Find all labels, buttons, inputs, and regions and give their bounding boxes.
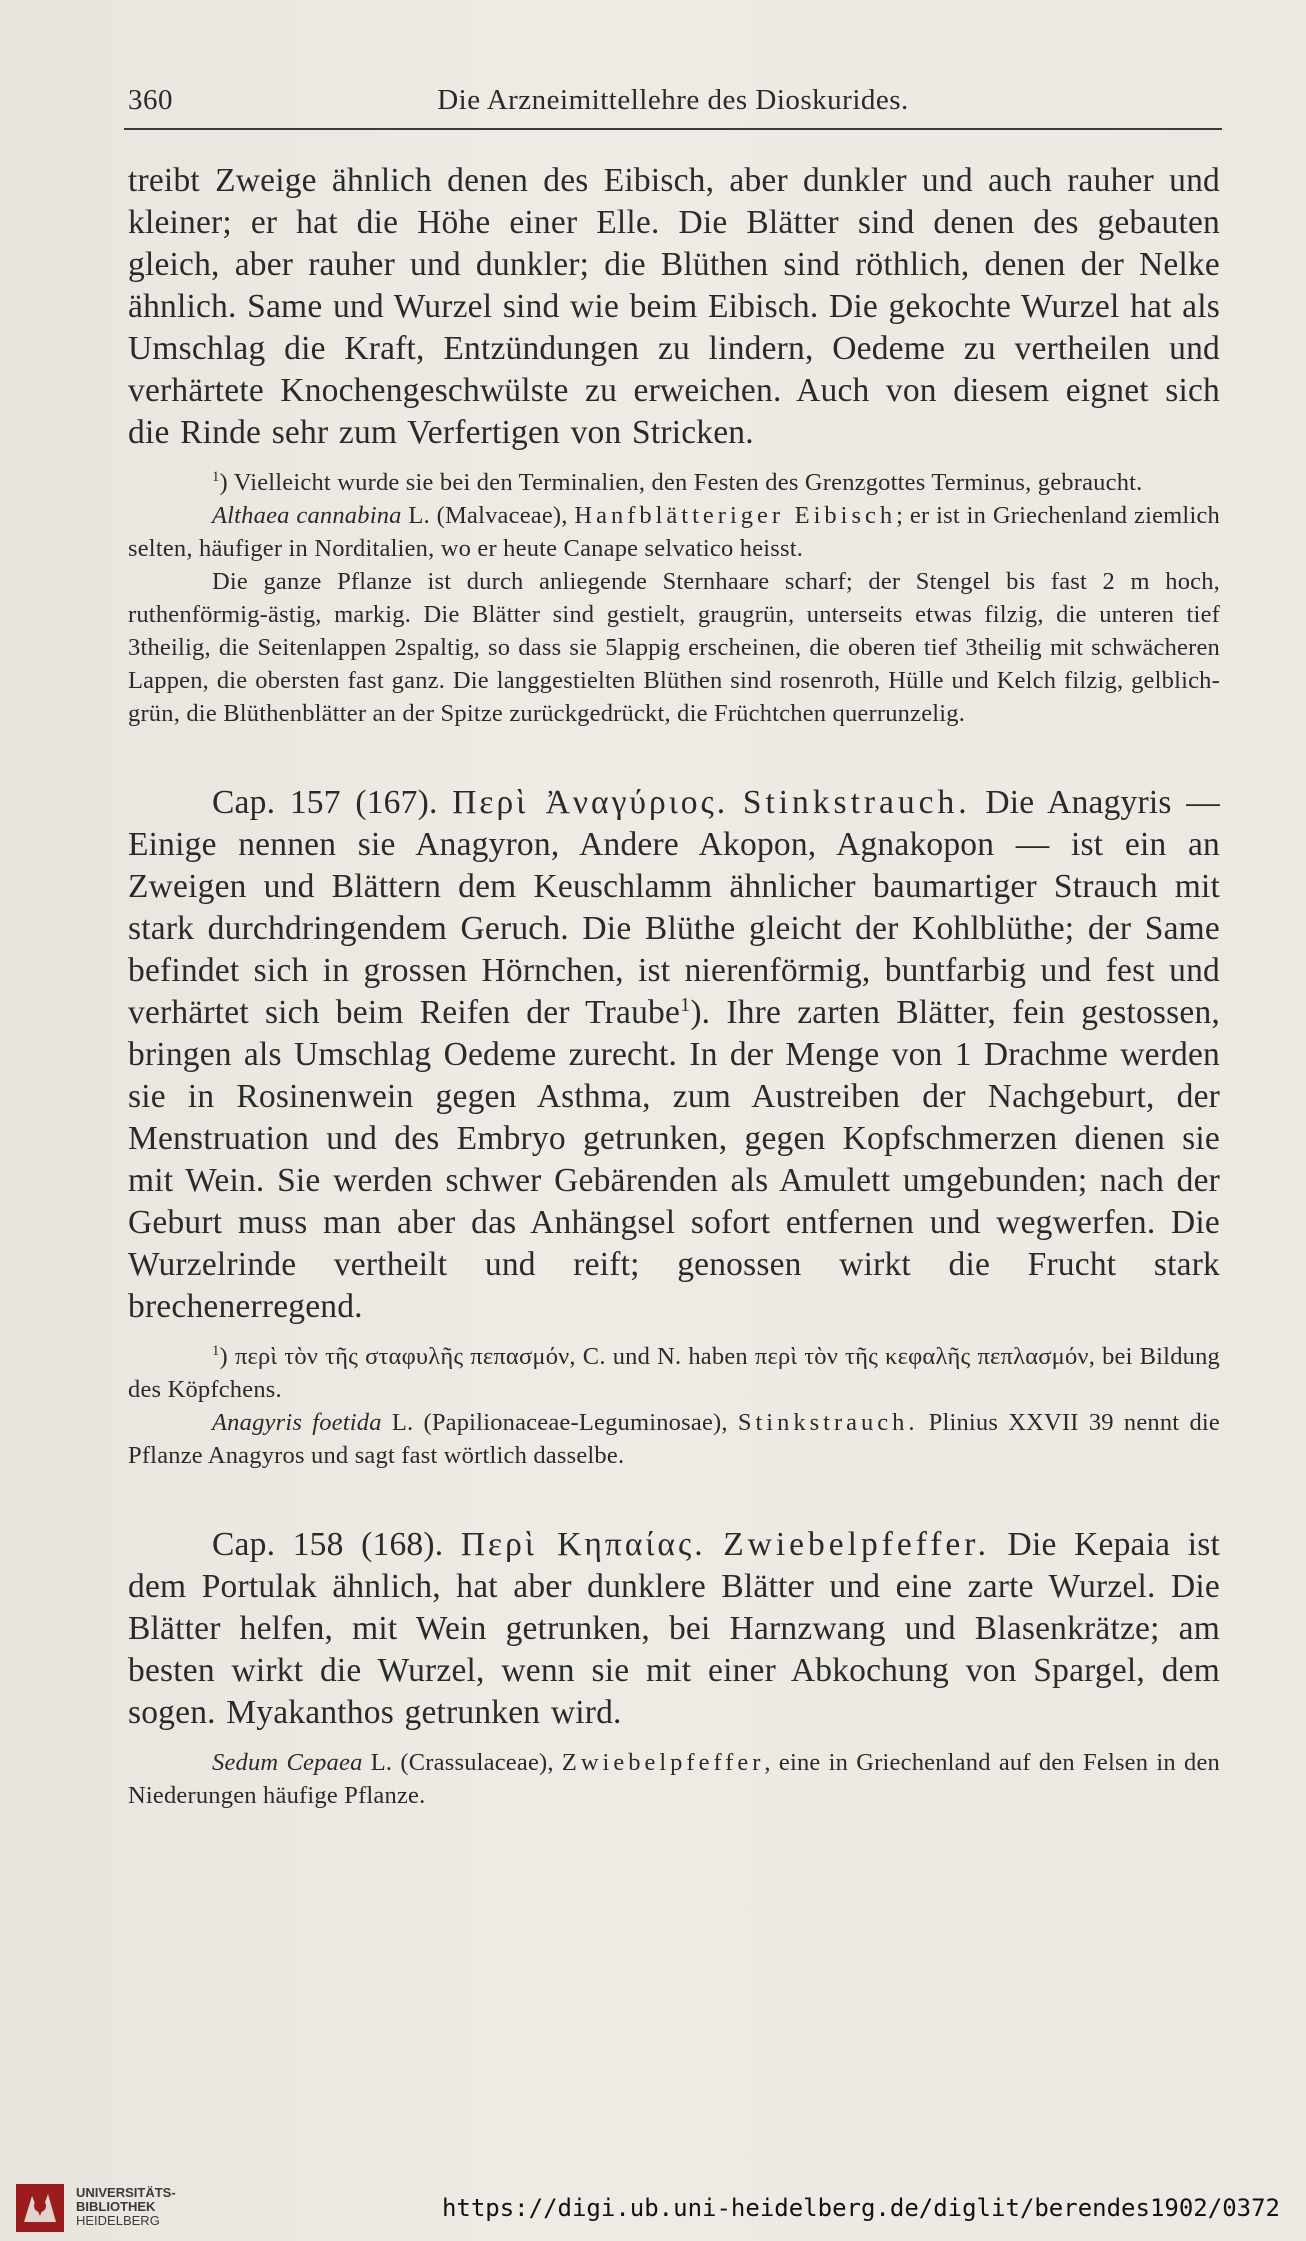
footnote-mark: 1 bbox=[212, 1342, 220, 1359]
common-name: Zwiebelpfeffer bbox=[561, 1749, 765, 1776]
running-title: Die Arzneimittellehre des Dioskurides. bbox=[437, 84, 909, 116]
footnote-157 bbox=[128, 1340, 1220, 1406]
commentary-anagyris: Anagyris foetida L. (Papilionaceae-Leguminosae), Stinkstrauch. Plinius XXVII 39 nennt die Pflanze Anagyros und sagt fast wörtlich dasselbe. bbox=[128, 1409, 1220, 1469]
common-name: Hanfblätteriger Eibisch bbox=[574, 502, 897, 529]
chapter-label: Cap. 157 (167). bbox=[212, 784, 453, 821]
chapter-158: Cap. 158 (168). Περὶ Κηπαίας. Zwiebelpfeffer. Die Kepaia ist dem Portulak ähnlich, hat aber dunklere Blätter und eine zarte Wurzel. Die Blätter helfen, mit Wein getrunken, bei Harnzwang und Blasenkrätze; am besten wirkt die Wurzel, wenn sie mit einer Abkochung von Spargel, dem sogen. Myakanthos getrunken wird. bbox=[128, 1526, 1220, 1731]
footnote-156 bbox=[128, 466, 1220, 499]
running-header bbox=[124, 84, 1222, 124]
footnote-text: ) Vielleicht wurde sie bei den Terminalien, den Festen des Grenzgottes Terminus, gebraucht. bbox=[219, 469, 1143, 496]
chapter-157: Cap. 157 (167). Περὶ Ἀναγύριος. Stinkstrauch. Die Anagyris — Einige nennen sie Anagyron, Andere Akopon, Agnakopon — ist ein an Zweigen und Blättern dem Keuschlamm ähnlicher baumartiger Strauch mit stark durchdringendem Geruch. Die Blüthe gleicht der Kohlblüthe; der Same befindet sich in grossen Hörnchen, ist nierenförmig, buntfarbig und fest und verhärtet sich beim Reifen der Traube$^1$). Ihre zarten Blätter, fein gestossen, bringen als Umschlag Oedeme zurecht. In der Menge von 1 Drachme werden sie in Rosinenwein gegen Asthma, zum Austreiben der Nachgeburt, der Menstruation und des Embryo getrunken, gegen Kopfschmerzen dienen sie mit Wein. Sie werden schwer Gebärenden als Amulett umgebunden; nach der Geburt muss man aber das Anhängsel sofort entfernen und wegwerfen. Die Wurzelrinde vertheilt und reift; genossen wirkt die Frucht stark brechenerregend. bbox=[128, 784, 1220, 1325]
greek-heading: Περὶ Ἀναγύριος. bbox=[452, 784, 729, 821]
source-url-link[interactable]: https://digi.ub.uni-heidelberg.de/diglit/berendes1902/0372 bbox=[441, 2194, 1280, 2222]
common-name: Stinkstrauch. bbox=[737, 1409, 919, 1436]
header-rule bbox=[124, 128, 1222, 130]
footnote-mark: 1 bbox=[212, 468, 220, 485]
species-name: Sedum Cepaea bbox=[212, 1749, 363, 1776]
footnote-text: ) περὶ τὸν τῆς σταφυλῆς πεπασμόν, C. und N. haben περὶ τὸν τῆς κεφαλῆς πεπλασμόν, bei Bildung des Köpfchens. bbox=[128, 1343, 1220, 1403]
paragraph-continuation: treibt Zweige ähnlich denen des Eibisch, aber dunkler und auch rauher und kleiner; er hat die Höhe einer Elle. Die Blätter sind denen des gebauten gleich, aber rauher und dunkler; die Blüthen sind röthlich, denen der Nelke ähnlich. Same und Wurzel sind wie beim Eibisch. Die gekochte Wurzel hat als Umschlag die Kraft, Entzündungen zu lindern, Oedeme zu vertheilen und verhärtete Knochengeschwülste zu erweichen. Auch von diesem eignet sich die Rinde sehr zum Verfertigen von Stricken. bbox=[128, 162, 1220, 451]
chapter-name: Zwiebelpfeffer. bbox=[723, 1526, 990, 1563]
page-body bbox=[128, 160, 1220, 1812]
institution-name: UNIVERSITÄTS- BIBLIOTHEK HEIDELBERG bbox=[76, 2185, 176, 2228]
species-name: Anagyris foetida bbox=[212, 1409, 382, 1436]
greek-heading: Περὶ Κηπαίας. bbox=[460, 1526, 706, 1563]
footer-bar bbox=[0, 2150, 1306, 2241]
species-name: Althaea cannabina bbox=[212, 502, 402, 529]
commentary-althaea: Althaea cannabina L. (Malvaceae), Hanfblätteriger Eibisch; er ist in Griechenland ziemlich selten, häufiger in Norditalien, wo er heute Canape selvatico heisst. bbox=[128, 502, 1220, 562]
university-seal-icon bbox=[14, 2182, 66, 2234]
page-number: 360 bbox=[128, 84, 173, 116]
chapter-name: Stinkstrauch. bbox=[742, 784, 971, 821]
commentary-sedum: Sedum Cepaea L. (Crassulaceae), Zwiebelpfeffer, eine in Griechenland auf den Felsen in den Niederungen häufige Pflanze. bbox=[128, 1749, 1220, 1809]
commentary-description: Die ganze Pflanze ist durch anliegende Sternhaare scharf; der Stengel bis fast 2 m hoch, ruthenförmig-ästig, markig. Die Blätter sind gestielt, graugrün, unterseits etwas filzig, die unteren tief 3theilig, die Seitenlappen 2spaltig, so dass sie 5lappig erscheinen, die oberen tief 3theilig mit schwächeren Lappen, die obersten fast ganz. Die langgestielten Blüthen sind rosenroth, Hülle und Kelch filzig, gelblich-grün, die Blüthenblätter an der Spitze zurückgedrückt, die Früchtchen querrunzelig. bbox=[128, 568, 1220, 727]
footnote-mark: 1 bbox=[680, 993, 691, 1016]
chapter-label: Cap. 158 (168). bbox=[212, 1526, 461, 1563]
main-text-continuation bbox=[128, 160, 1220, 454]
